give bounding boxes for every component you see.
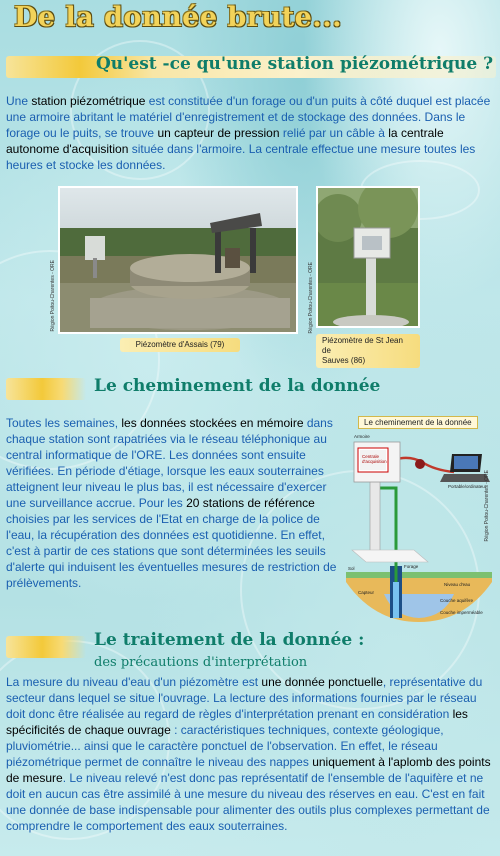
diagram-label-niveau: Niveau d'eau [444,582,471,587]
diagram-credit: Région Poitou-Charentes - ORE [484,470,490,542]
photo-credit: Région Poitou-Charentes - ORE [50,260,56,332]
photo-assais [58,186,298,334]
traitement-description: La mesure du niveau d'eau d'un piézomètre est une donnée ponctuelle, représentative du secteur dans lequel se situe l'ouvrage. La lecture des informations fournies par le réseau doit donc être réalisée au regard de règles d'interprétation prenant en considération les spécificités de chaque ouvrage : caractéristiques techniques, contexte géologique, pluviométrie... ainsi que le caractère ponctuel de l'observation. En effet, le réseau piézométrique permet de connaître le niveau des nappes uniquement à l'aplomb des points de mesure. Le niveau relevé n'est donc pas représentatif de l'ensemble de l'aquifère et ne doit en aucun cas être assimilé à une mesure du niveau des réserves en eau. C'est en fait une donnée de base indispensable pour alimenter des outils plus complexes permettant de comprendre le comportement des eaux souterraines. [6,675,491,833]
section-band [6,378,86,400]
cheminement-diagram [344,432,494,622]
section-title-cheminement: Le cheminement de la donnée [94,376,381,396]
section-title-station: Qu'est -ce qu'une station piézométrique ? [96,54,494,74]
diagram-label-aquifere: Couche aquifère [440,598,474,603]
section-band [6,636,86,658]
diagram-label-capteur: Capteur [358,590,375,595]
photo-st-jean-de-sauves [316,186,420,328]
section-subtitle-traitement: des précautions d'interprétation [94,655,308,670]
cheminement-description: Toutes les semaines, les données stockées en mémoire dans chaque station sont rapatriées via le réseau téléphonique au central informatique de l'ORE. Les données sont ensuite vérifiées. En période d'étiage, lorsque les eaux souterraines atteignent leur niveau le plus bas, il est nécessaire d'exercer une surveillance accrue. Pour les 20 stations de référence choisies par les services de l'Etat en charge de la police de l'eau, la récupération des données est quotidienne. En effet, c'est à partir de ces stations que sont déterminées les seuils d'alerte qui induisent les éventuelles mesures de restriction de prélèvements. [6,416,337,590]
cabinet-photo-illustration [318,188,420,328]
section-title-traitement: Le traitement de la donnée : [94,630,365,650]
diagram-label-portable: Portable/ordinateur [448,484,487,489]
page-title: De la donnée brute... [14,2,343,33]
diagram-label-sol: Sol [348,566,355,571]
station-description: Une station piézométrique est constituée d'un forage ou d'un puits à côté duquel est placée une armoire abritant le matériel d'enregistrement et de stockage des données. Dans le forage ou le puits, se trouve un capteur de pression relié par un câble à la centrale autonome d'acquisition située dans l'armoire. La centrale effectue une mesure toutes les heures et stocke les données. [6,94,491,172]
diagram-label-substratum: Couche imperméable [440,610,483,615]
diagram-label-armoire: Armoire [354,434,370,439]
photo-credit: Région Poitou-Charentes - ORE [308,262,314,334]
photo-caption-st-jean: Piézomètre de St Jean de Sauves (86) [316,334,420,368]
diagram-label-forage: Forage [404,564,419,569]
diagram-label-centrale: Centrale d'acquisition [362,454,387,464]
photo-caption-assais: Piézomètre d'Assais (79) [120,338,240,352]
well-photo-illustration [60,188,298,334]
diagram-title: Le cheminement de la donnée [358,416,478,429]
